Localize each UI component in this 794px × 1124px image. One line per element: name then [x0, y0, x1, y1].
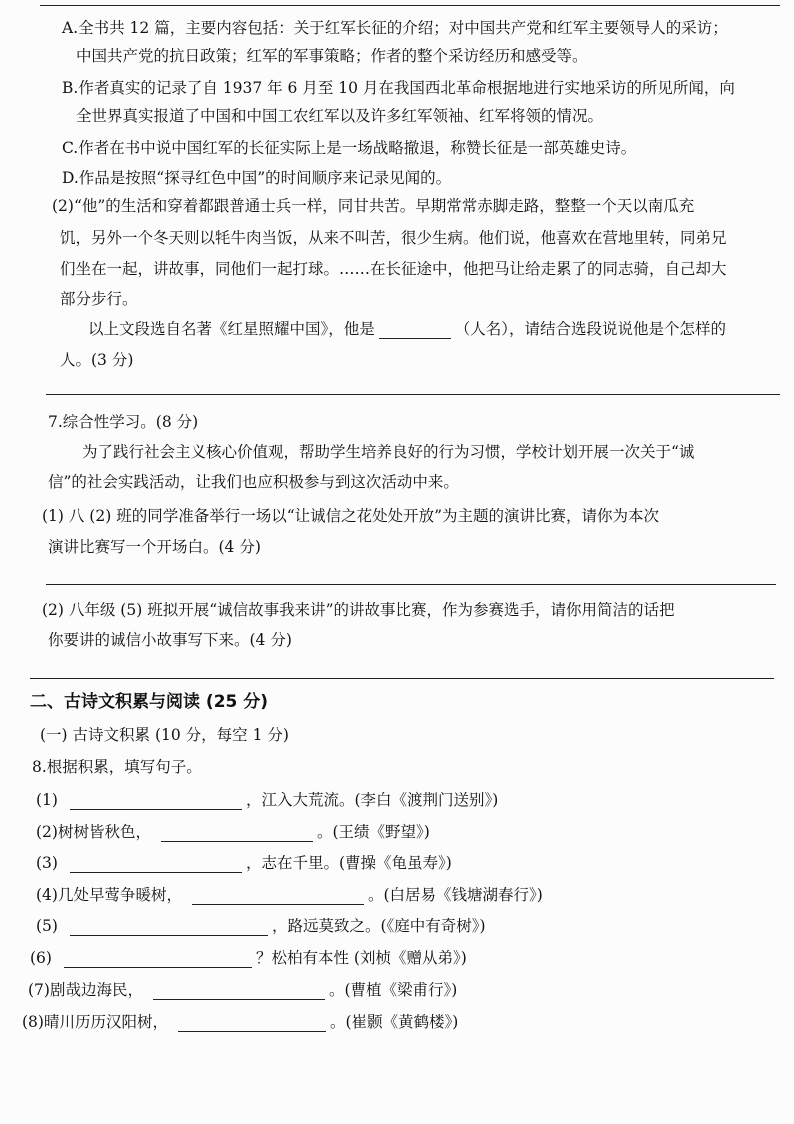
q7-title: 7.综合性学习。(8 分) [48, 413, 199, 431]
fill-item-after: ，志在千里。(曹操《龟虽寿》) [245, 854, 452, 872]
fill-item-after: 。(曹植《梁甫行》) [328, 981, 458, 999]
fill-item-number: (1) [36, 791, 58, 809]
fill-item-before: 剧哉边海民， [49, 981, 143, 999]
option-b-line-2: 全世界真实报道了中国和中国工农红军以及许多红军领袖、红军将领的情况。 [76, 107, 604, 125]
q8-title: 8.根据积累，填写句子。 [32, 758, 202, 776]
fill-item-before: 树树皆秋色， [57, 823, 151, 841]
fill-item-after: 。(王绩《野望》) [316, 823, 430, 841]
fill-item-4 [36, 885, 543, 905]
fill-item-after: ？松柏有本性 (刘桢《赠从弟》) [255, 949, 467, 967]
section-2-subheading: (一) 古诗文积累 (10 分，每空 1 分) [40, 726, 289, 744]
fill-item-after: ，路远莫致之。(《庭中有奇树》) [271, 917, 486, 935]
option-d-line-1: D.作品是按照“探寻红色中国”的时间顺序来记录见闻的。 [62, 169, 452, 187]
fill-item-number: (3) [36, 854, 58, 872]
fill-blank-3[interactable] [70, 855, 242, 873]
q7-1-line-2: 演讲比赛写一个开场白。(4 分) [48, 538, 261, 556]
fill-blank-8[interactable] [178, 1014, 326, 1032]
fill-item-8 [22, 1012, 458, 1032]
fill-item-3 [36, 853, 452, 873]
fill-item-2 [36, 822, 430, 842]
q6-2-line-4: 部分步行。 [60, 290, 138, 308]
fill-item-number: (6) [30, 949, 52, 967]
fill-item-number: (7) [28, 981, 50, 999]
fill-blank-5[interactable] [70, 918, 268, 936]
q7-intro-line-2: 信”的社会实践活动，让我们也应积极参与到这次活动中来。 [48, 473, 459, 491]
fill-item-after: ，江入大荒流。(李白《渡荆门送别》) [245, 791, 499, 809]
q7-intro-line-1: 为了践行社会主义核心价值观，帮助学生培养良好的行为习惯，学校计划开展一次关于“诚 [82, 443, 695, 461]
q6-2-line-3: 们坐在一起，讲故事，同他们一起打球。……在长征途中，他把马让给走累了的同志骑，自己却大 [60, 260, 727, 278]
fill-item-after: 。(崔颢《黄鹤楼》) [329, 1013, 459, 1031]
option-a-line-2: 中国共产党的抗日政策；红军的军事策略；作者的整个采访经历和感受等。 [76, 47, 588, 65]
fill-item-before: 晴川历历汉阳树， [43, 1013, 168, 1031]
answer-line-q7-1[interactable] [46, 584, 776, 585]
fill-blank-2[interactable] [161, 824, 313, 842]
answer-line-q7-2[interactable] [30, 678, 774, 679]
q6-2-prompt-b: （人名），请结合选段说说他是个怎样的 [454, 320, 727, 338]
fill-item-5 [36, 916, 486, 936]
fill-item-7 [28, 980, 457, 1000]
fill-blank-1[interactable] [70, 792, 242, 810]
name-blank[interactable] [379, 321, 451, 339]
fill-item-number: (2) [36, 823, 58, 841]
section-2-heading: 二、古诗文积累与阅读 (25 分) [30, 692, 269, 712]
fill-item-number: (8) [22, 1013, 44, 1031]
fill-blank-6[interactable] [64, 950, 252, 968]
q6-2-prompt [88, 319, 726, 339]
q7-2-line-2: 你要讲的诚信小故事写下来。(4 分) [48, 631, 292, 649]
fill-item-number: (4) [36, 886, 58, 904]
q6-2-prompt-c: 人。(3 分) [60, 351, 134, 369]
q6-2-line-2: 饥，另外一个冬天则以牦牛肉当饭，从来不叫苦，很少生病。他们说，他喜欢在营地里转，同弟兄 [60, 229, 727, 247]
fill-item-number: (5) [36, 917, 58, 935]
fill-blank-7[interactable] [153, 982, 325, 1000]
fill-item-before: 几处早莺争暖树， [57, 886, 182, 904]
option-c-line-1: C.作者在书中说中国红军的长征实际上是一场战略撤退，称赞长征是一部英雄史诗。 [62, 139, 637, 157]
q6-2-prompt-a: 以上文段选自名著《红星照耀中国》，他是 [88, 320, 375, 338]
option-a-line-1: A.全书共 12 篇，主要内容包括：关于红军长征的介绍；对中国共产党和红军主要领导人的采访； [62, 19, 728, 37]
fill-item-1 [36, 790, 498, 810]
q7-1-line-1: (1) 八 (2) 班的同学准备举行一场以“让诚信之花处处开放”为主题的演讲比赛，请你为本次 [42, 507, 660, 525]
fill-blank-4[interactable] [192, 887, 364, 905]
option-b-line-1: B.作者真实的记录了自 1937 年 6 月至 10 月在我国西北革命根据地进行实地采访的所见所闻，向 [62, 79, 735, 97]
q7-2-line-1: (2) 八年级 (5) 班拟开展“诚信故事我来讲”的讲故事比赛，作为参赛选手，请你用简洁的话把 [42, 601, 675, 619]
fill-item-after: 。(白居易《钱塘湖春行》) [367, 886, 543, 904]
fill-item-6 [30, 948, 467, 968]
answer-line-q6[interactable] [46, 394, 780, 395]
top-divider [40, 5, 780, 6]
q6-2-line-1: (2)“他”的生活和穿着都跟普通士兵一样，同甘共苦。早期常常赤脚走路，整整一个天以南瓜充 [52, 197, 695, 215]
